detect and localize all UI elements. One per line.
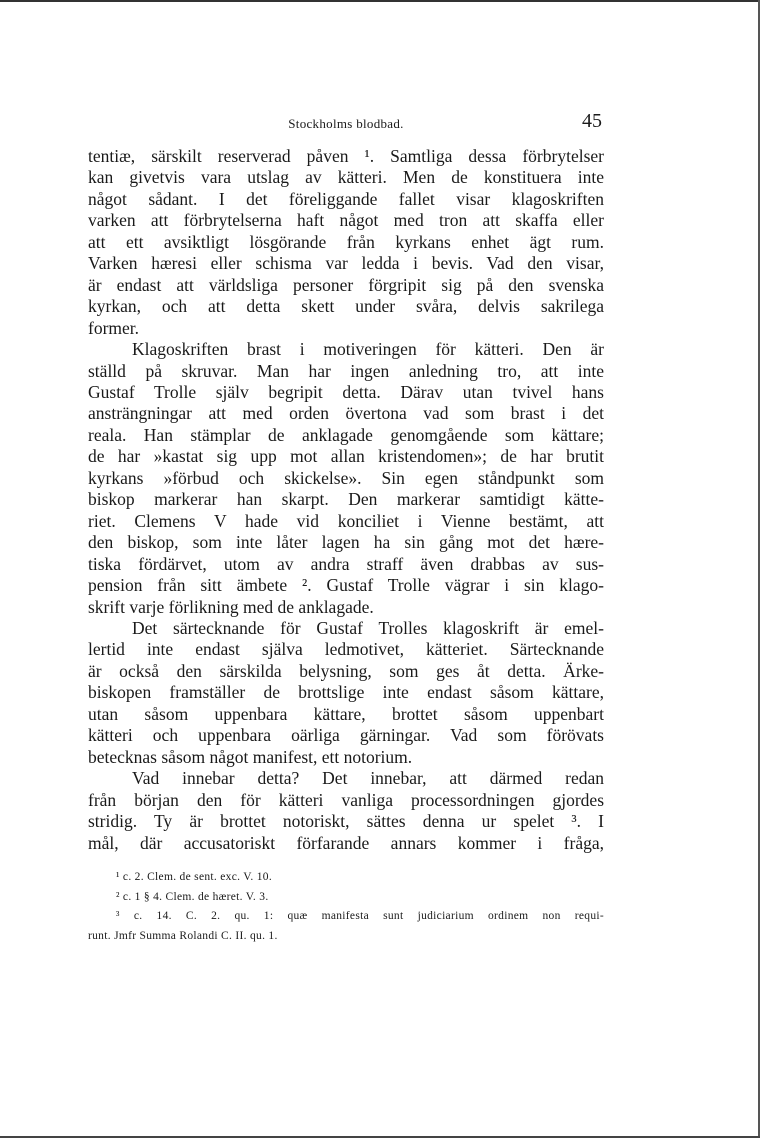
body-line: är också den särskilda belysning, som ges åt detta. Ärke- — [88, 660, 604, 681]
body-line: varken att förbrytelserna haft något med tron att skaffa eller — [88, 210, 604, 231]
footnote: ³ c. 14. C. 2. qu. 1: quæ manifesta sunt judiciarium ordinem non requi- — [116, 910, 604, 922]
body-line: tiska fördärvet, utom av andra straff även drabbas av sus- — [88, 553, 604, 574]
body-line: skrift varje förlikning med de anklagade. — [88, 596, 374, 617]
body-text — [88, 146, 604, 854]
body-line: reala. Han stämplar de anklagade genomgående som kättare; — [88, 424, 604, 445]
body-line: former. — [88, 317, 140, 338]
body-line: den biskop, som inte låter lagen ha sin gång mot det hære- — [88, 532, 604, 553]
page-number: 45 — [582, 110, 602, 132]
paragraph-start: Det särtecknande för Gustaf Trolles klagoskrift är emel- — [132, 617, 604, 638]
footnote-continuation: runt. Jmfr Summa Rolandi C. II. qu. 1. — [88, 929, 278, 942]
body-line: utan såsom uppenbara kättare, brottet såsom uppenbart — [88, 703, 604, 724]
body-line: biskopen framställer de brottslige inte endast såsom kättare, — [88, 682, 604, 703]
body-line: tentiæ, särskilt reserverad påven ¹. Samtliga dessa förbrytelser — [88, 146, 604, 166]
footnotes — [88, 868, 604, 946]
body-line: biskop markerar han skarpt. Den markerar samtidigt kätte- — [88, 489, 604, 510]
footnote: ² c. 1 § 4. Clem. de hæret. V. 3. — [116, 890, 269, 903]
body-line: kätteri och uppenbara oärliga gärningar. Vad som förövats — [88, 725, 604, 746]
body-line: de har »kastat sig upp mot allan kristendomen»; de har brutit — [88, 446, 604, 467]
body-line: kan givetvis vara utslag av kätteri. Men de konstituera inte — [88, 167, 604, 188]
body-line: riet. Clemens V hade vid konciliet i Vienne bestämt, att — [88, 510, 604, 531]
body-line: lertid inte endast själva ledmotivet, kätteriet. Särtecknande — [88, 639, 604, 660]
body-line: att ett avsiktligt lösgörande från kyrkans enhet ägt rum. — [88, 231, 604, 252]
body-line: något sådant. I det föreliggande fallet visar klagoskriften — [88, 188, 604, 209]
body-line: mål, där accusatoriskt förfarande annars kommer i fråga, — [88, 832, 604, 853]
body-line: är endast att världsliga personer förgripit sig på den svenska — [88, 274, 604, 295]
body-line: kyrkans »förbud och skickelse». Sin egen ståndpunkt som — [88, 467, 604, 488]
body-line: Varken hæresi eller schisma var ledda i bevis. Vad den visar, — [88, 253, 604, 274]
footnote: ¹ c. 2. Clem. de sent. exc. V. 10. — [116, 871, 272, 883]
paragraph-start: Klagoskriften brast i motiveringen för kätteri. Den är — [132, 339, 604, 360]
body-line: Gustaf Trolle själv begripit detta. Därav utan tvivel hans — [88, 381, 604, 402]
page-header — [88, 112, 604, 136]
body-line: pension från sitt ämbete ². Gustaf Trolle vägrar i sin klago- — [88, 575, 604, 596]
paragraph-start: Vad innebar detta? Det innebar, att därmed redan — [132, 768, 604, 789]
body-line: kyrkan, och att detta skett under svåra, delvis sakrilega — [88, 296, 604, 317]
body-line: från början den för kätteri vanliga processordningen gjordes — [88, 789, 604, 810]
body-line: betecknas såsom något manifest, ett notorium. — [88, 746, 413, 767]
scan-edge-top — [0, 0, 760, 2]
body-line: ställd på skruvar. Man har ingen anledning tro, att inte — [88, 360, 604, 381]
running-title: Stockholms blodbad. — [288, 116, 404, 131]
body-line: stridig. Ty är brottet notoriskt, sättes denna ur spelet ³. I — [88, 811, 604, 832]
body-line: ansträngningar att med orden övertona vad som brast i det — [88, 403, 604, 424]
